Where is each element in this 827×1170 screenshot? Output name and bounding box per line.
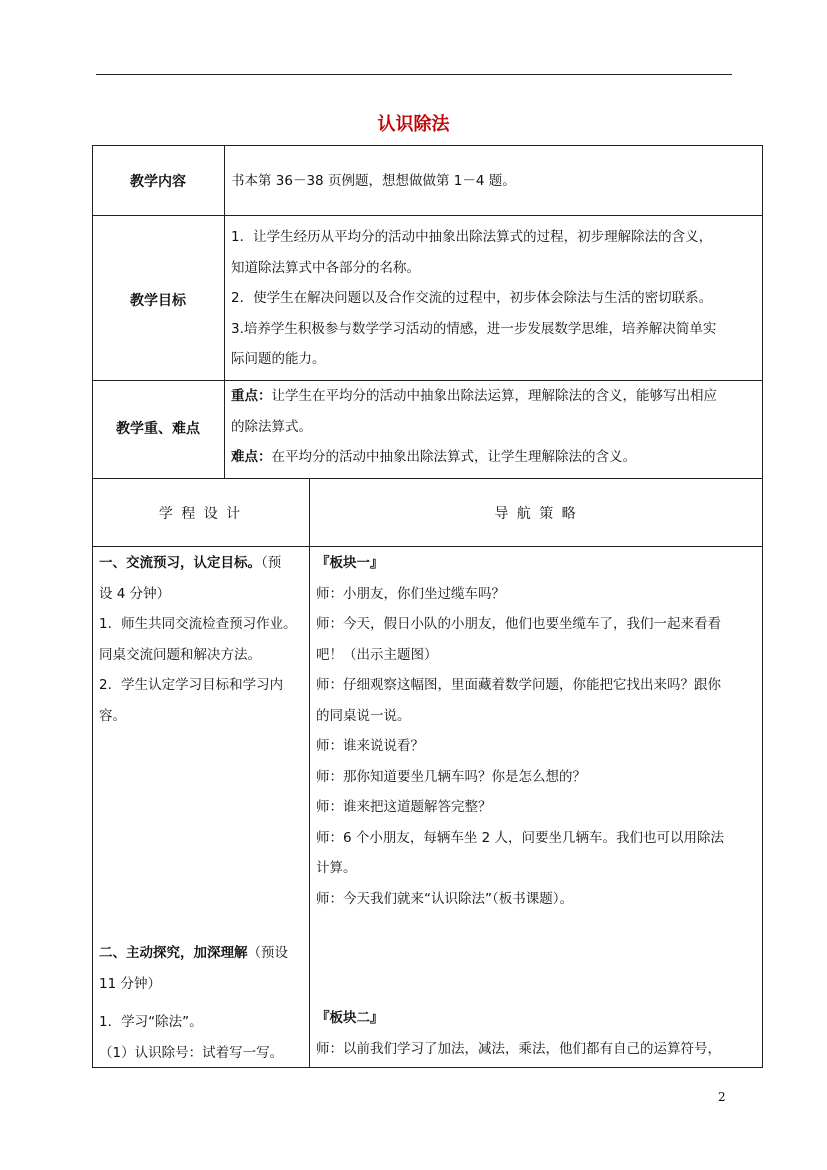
content-label: 教学内容 [130, 174, 186, 190]
list-item: 同桌交流问题和解决方法。 [99, 646, 261, 663]
bottom-column-divider [309, 478, 310, 1068]
left-column-text [99, 548, 307, 731]
dialogue-line: 的同桌说一说。 [316, 707, 411, 724]
section-2-time: （预设 [247, 945, 288, 961]
dialogue-line: 师：6 个小朋友，每辆车坐 2 人，问要坐几辆车。我们也可以用除法 [316, 829, 725, 846]
page-title: 认识除法 [377, 114, 450, 135]
dialogue-line: 计算。 [316, 860, 357, 876]
section-1-time: （预 [261, 555, 282, 571]
content-text: 书本第 36－38 页例题，想想做做第 1－4 题。 [231, 173, 516, 189]
section-2-heading: 二、主动探究，加深理解 [99, 945, 248, 961]
goals-line: 知道除法算式中各部分的名称。 [231, 259, 420, 276]
goals-line: 际问题的能力。 [231, 351, 326, 367]
section-1-time-cont: 设 4 分钟） [99, 585, 171, 602]
difficulty-prefix: 难点： [231, 449, 272, 465]
key-line: 的除法算式。 [231, 418, 312, 435]
list-item: （1）认识除号：试着写一写。 [99, 1044, 284, 1061]
goals-line: 1．让学生经历从平均分的活动中抽象出除法算式的过程，初步理解除法的含义， [231, 229, 713, 245]
row-divider [92, 215, 763, 216]
dialogue-line: 师：那你知道要坐几辆车吗？你是怎么想的？ [316, 768, 586, 785]
list-item: 容。 [99, 707, 126, 724]
dialogue-line: 师：谁来把这道题解答完整？ [316, 799, 492, 815]
block-one-heading: 『板块一』 [316, 555, 384, 571]
right-column-text-2 [316, 1003, 760, 1064]
key-line: 让学生在平均分的活动中抽象出除法运算，理解除法的含义，能够写出相应 [271, 388, 717, 404]
block-two-heading: 『板块二』 [316, 1010, 384, 1026]
section-2-time-cont: 11 分钟） [99, 975, 161, 992]
goals-label: 教学目标 [130, 293, 186, 309]
dialogue-line: 师：谁来说说看？ [316, 738, 424, 754]
key-prefix: 重点： [231, 388, 272, 404]
list-item: 2．学生认定学习目标和学习内 [99, 677, 284, 693]
left-column-text-2 [99, 938, 307, 1068]
right-column-text [316, 548, 760, 914]
dialogue-line: 师：今天，假日小队的小朋友，他们也要坐缆车了，我们一起来看看 [316, 616, 721, 632]
list-item: 1．师生共同交流检查预习作业。 [99, 616, 297, 632]
list-item: 1．学习“除法”。 [99, 1014, 203, 1030]
dialogue-line: 师：今天我们就来“认识除法”（板书课题）。 [316, 890, 573, 907]
dialogue-line: 师：以前我们学习了加法，减法，乘法，他们都有自己的运算符号， [316, 1040, 721, 1057]
goals-line: 3.培养学生积极参与数学学习活动的情感，进一步发展数学思维，培养解决简单实 [231, 320, 717, 337]
page-number: 2 [718, 1090, 726, 1104]
row-divider [92, 478, 763, 479]
top-column-divider [224, 145, 225, 478]
dialogue-line: 师：小朋友，你们坐过缆车吗？ [316, 585, 505, 602]
key-points-text [231, 381, 717, 473]
right-column-header: 导 航 策 略 [494, 506, 578, 522]
row-divider [92, 546, 763, 547]
goals-text [231, 222, 716, 375]
goals-line: 2．使学生在解决问题以及合作交流的过程中，初步体会除法与生活的密切联系。 [231, 290, 713, 306]
left-column-header: 学 程 设 计 [158, 506, 243, 522]
dialogue-line: 师：仔细观察这幅图，里面藏着数学问题，你能把它找出来吗？跟你 [316, 677, 721, 693]
difficulty-text: 在平均分的活动中抽象出除法算式，让学生理解除法的含义。 [271, 449, 636, 465]
header-rule [96, 74, 732, 75]
dialogue-line: 吧！（出示主题图） [316, 646, 438, 663]
section-1-heading: 一、交流预习，认定目标。 [99, 555, 261, 571]
key-points-label: 教学重、难点 [116, 421, 200, 437]
